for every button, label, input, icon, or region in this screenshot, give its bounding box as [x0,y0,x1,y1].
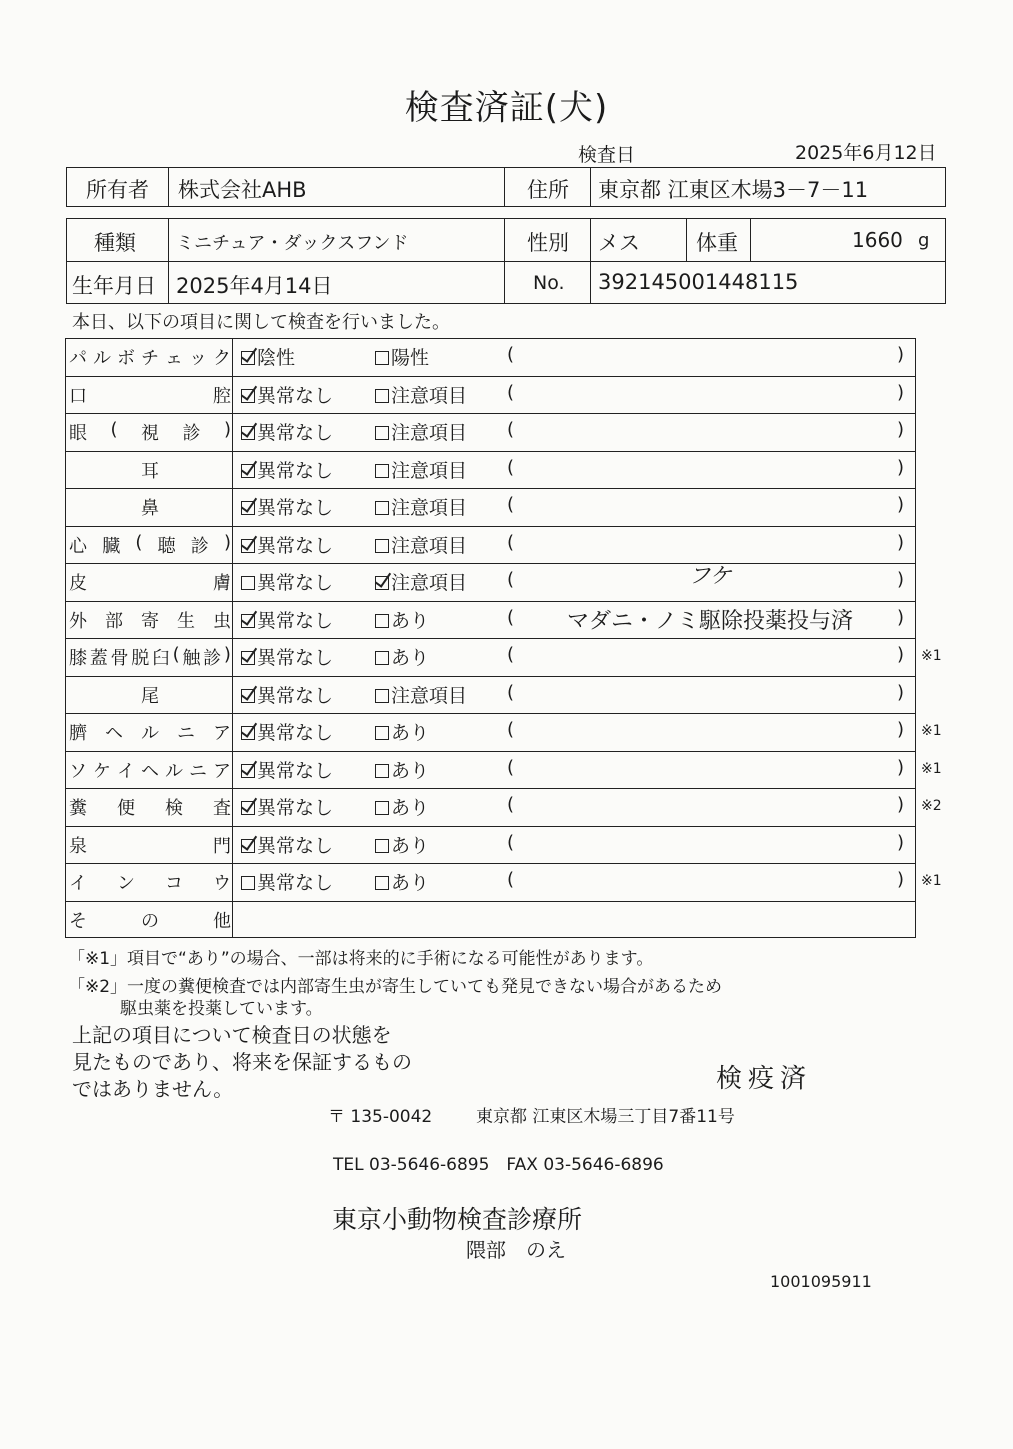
note-paren-close: ) [897,644,905,665]
option-attention[interactable] [375,756,429,783]
checklist-row [65,601,916,639]
item-name: 臍 ヘ ル ニ ア [69,723,231,744]
checklist-row [65,338,916,376]
checkbox-icon[interactable] [241,576,255,590]
item-name: 泉 門 [69,835,231,857]
option-label: あり [391,797,430,819]
item-name: パ ル ボ チ ェ ッ ク [69,348,231,369]
item-note: マダニ・ノミ駆除投薬投与済 [566,608,853,634]
clinic-address: 東京都 江東区木場三丁目7番11号 [476,1107,735,1127]
item-name: 眼 ( 視 診 ) [69,419,231,444]
note-paren-close: ) [897,831,905,853]
item-footnote-mark: ※1 [921,723,942,739]
checkbox-icon[interactable] [375,351,389,365]
disclaimer: 上記の項目について検査日の状態を 見たものであり、将来を保証するもの ではありません。 [72,1023,412,1101]
option-label: 異常なし [257,459,334,482]
note-paren-close: ) [897,681,905,703]
inspection-date-value: 2025年6月12日 [795,142,937,164]
option-label: 注意項目 [391,422,468,444]
option-label: 注意項目 [391,534,468,557]
postal-code: 〒 135-0042 [328,1107,433,1127]
checkbox-icon[interactable] [375,426,389,440]
option-normal[interactable] [241,868,333,895]
item-name: 膝 蓋 骨 脱 臼 ( 触 診 ) [69,644,231,669]
note-paren-open: ( [507,756,515,778]
option-label: あり [391,834,430,857]
checklist-row [65,788,942,826]
item-name: 皮 膚 [69,573,231,594]
note-paren-open: ( [507,381,515,403]
option-attention[interactable] [375,381,467,408]
checklist-row [65,451,916,489]
note-paren-open: ( [507,606,515,628]
option-attention[interactable] [375,606,429,633]
inspection-date-label: 検査日 [578,144,636,166]
option-label: 異常なし [257,497,334,519]
option-attention[interactable] [375,568,467,595]
checkbox-icon[interactable] [375,764,389,778]
option-label: 異常なし [257,684,334,707]
option-attention[interactable] [375,493,467,520]
option-attention[interactable] [375,531,467,558]
checklist-row [65,863,942,901]
checkbox-icon[interactable] [375,876,389,890]
note-paren-open: ( [507,644,515,665]
note-paren-close: ) [897,344,905,365]
option-attention[interactable] [375,456,467,483]
option-label: 異常なし [257,872,334,894]
weight-label: 体重 [696,231,738,255]
owner-value: 株式会社AHB [178,178,307,202]
checkbox-icon[interactable] [375,539,389,553]
checkbox-checked-icon[interactable] [241,389,255,403]
item-name: イ ン コ ウ [69,873,231,894]
option-label: 異常なし [257,759,334,782]
option-attention[interactable] [375,793,429,820]
checkbox-checked-icon[interactable] [241,614,255,628]
checklist-row [65,713,942,751]
option-label: 異常なし [257,609,334,632]
note-paren-open: ( [507,344,515,365]
note-paren-close: ) [897,794,905,815]
option-label: 異常なし [257,834,334,857]
note-paren-close: ) [897,869,905,890]
option-label: 異常なし [257,534,334,557]
intro-text: 本日、以下の項目に関して検査を行いました。 [72,312,450,333]
checklist-row [65,488,916,526]
item-name: 糞 便 検 査 [69,798,231,819]
item-name: 外 部 寄 生 虫 [69,610,231,632]
note-paren-close: ) [897,756,905,778]
note-paren-close: ) [897,494,905,515]
checkbox-checked-icon[interactable] [241,464,255,478]
note-paren-open: ( [507,831,515,853]
item-name: 耳 [141,460,159,482]
note-paren-open: ( [507,681,515,703]
note-paren-open: ( [507,794,515,815]
option-label: 注意項目 [391,684,468,707]
checklist-row [65,751,942,789]
footnote-2-line-2: 駆虫薬を投薬しています。 [120,999,323,1019]
note-paren-open: ( [507,569,515,590]
checklist-row [65,376,916,414]
option-normal[interactable] [241,681,333,708]
sex-label: 性別 [527,231,569,255]
checkbox-checked-icon[interactable] [241,539,255,553]
clinic-tel-fax: TEL 03-5646-6895 FAX 03-5646-6896 [333,1155,664,1175]
option-normal[interactable] [241,606,333,633]
breed-value: ミニチュア・ダックスフンド [176,233,409,254]
option-label: あり [391,609,430,632]
option-normal[interactable] [241,343,295,370]
option-label: 陽性 [391,347,430,369]
option-normal[interactable] [241,718,333,745]
number-label: No. [533,272,565,294]
checkbox-icon[interactable] [375,801,389,815]
note-paren-close: ) [897,569,905,590]
checkbox-icon[interactable] [375,464,389,478]
note-paren-open: ( [507,419,515,440]
note-paren-open: ( [507,456,515,478]
checkbox-checked-icon[interactable] [241,764,255,778]
option-attention[interactable] [375,831,429,858]
option-label: あり [391,759,430,782]
checklist-row [65,563,916,601]
checkbox-checked-icon[interactable] [241,689,255,703]
option-label: 異常なし [257,647,334,669]
checkbox-checked-icon[interactable] [241,801,255,815]
option-normal[interactable] [241,831,333,858]
item-name: 鼻 [141,498,159,519]
note-paren-close: ) [897,531,905,553]
option-label: 注意項目 [391,497,468,519]
option-normal[interactable] [241,643,333,670]
note-paren-close: ) [897,419,905,440]
checkbox-icon[interactable] [375,389,389,403]
option-normal[interactable] [241,456,333,483]
option-label: 異常なし [257,384,334,407]
checkbox-checked-icon[interactable] [241,351,255,365]
checkbox-icon[interactable] [375,651,389,665]
checklist-row [65,676,916,714]
item-footnote-mark: ※2 [921,798,942,814]
birth-label: 生年月日 [72,274,156,298]
option-label: あり [391,647,430,669]
option-label: 注意項目 [391,459,468,482]
checklist-row [65,413,916,451]
option-label: 注意項目 [391,572,468,594]
checkbox-icon[interactable] [375,689,389,703]
checklist-row [65,638,942,676]
sex-value: メス [598,231,640,255]
option-label: 異常なし [257,797,334,819]
checklist-row [65,826,916,864]
option-attention[interactable] [375,681,467,708]
birth-value: 2025年4月14日 [176,274,333,298]
option-normal[interactable] [241,418,333,445]
checkbox-icon[interactable] [375,614,389,628]
note-paren-open: ( [507,719,515,740]
note-paren-open: ( [507,531,515,553]
breed-label: 種類 [94,231,136,255]
item-name: 口 腔 [69,385,231,407]
option-attention[interactable] [375,418,467,445]
clinic-name: 東京小動物検査診療所 [332,1205,583,1234]
note-paren-close: ) [897,456,905,478]
option-attention[interactable] [375,643,429,670]
footnote-2-line-1: 「※2」一度の糞便検査では内部寄生虫が寄生していても発見できない場合があるため [68,977,723,997]
checkbox-checked-icon[interactable] [375,576,389,590]
checklist-row [65,526,916,564]
item-name: 心 臓 ( 聴 診 ) [69,531,231,557]
other-label: そ の 他 [69,911,231,932]
checkbox-checked-icon[interactable] [241,839,255,853]
weight-unit: g [918,230,930,251]
item-footnote-mark: ※1 [921,873,942,889]
option-normal[interactable] [241,531,333,558]
note-paren-open: ( [507,869,515,890]
option-normal[interactable] [241,493,333,520]
quarantine-stamp: 検疫済 [716,1064,813,1094]
option-attention[interactable] [375,343,429,370]
option-label: 異常なし [257,422,334,444]
checkbox-checked-icon[interactable] [241,651,255,665]
number-value: 392145001448115 [598,270,799,294]
option-label: あり [391,872,430,894]
option-label: 陰性 [257,347,296,369]
address-label: 住所 [527,178,569,202]
option-attention[interactable] [375,718,429,745]
checkbox-icon[interactable] [375,501,389,515]
weight-value: 1660 [852,228,903,252]
checkbox-checked-icon[interactable] [241,426,255,440]
note-paren-close: ) [897,719,905,740]
checkbox-checked-icon[interactable] [241,726,255,740]
checkbox-checked-icon[interactable] [241,501,255,515]
footnote-1: 「※1」項目で“あり”の場合、一部は将来的に手術になる可能性があります。 [68,949,654,969]
checkbox-icon[interactable] [375,726,389,740]
option-normal[interactable] [241,381,333,408]
note-paren-open: ( [507,494,515,515]
item-footnote-mark: ※1 [921,760,942,777]
option-label: あり [391,722,430,744]
option-normal[interactable] [241,756,333,783]
checkbox-icon[interactable] [241,876,255,890]
option-normal[interactable] [241,793,333,820]
item-note: フケ [688,564,732,589]
item-name: ソ ケ イ ヘ ル ニ ア [69,760,231,782]
checkbox-icon[interactable] [375,839,389,853]
option-label: 異常なし [257,572,334,594]
option-label: 注意項目 [391,384,468,407]
option-normal[interactable] [241,568,333,595]
option-label: 異常なし [257,722,334,744]
address-value: 東京都 江東区木場3－7－11 [598,178,869,202]
item-name: 尾 [141,685,159,707]
document-title: 検査済証(犬) [404,88,609,128]
vet-name: 隈部 のえ [466,1238,566,1262]
note-paren-close: ) [897,381,905,403]
owner-label: 所有者 [86,178,149,202]
note-paren-close: ) [897,606,905,628]
option-attention[interactable] [375,868,429,895]
serial-number: 1001095911 [770,1272,872,1291]
item-footnote-mark: ※1 [921,648,942,664]
